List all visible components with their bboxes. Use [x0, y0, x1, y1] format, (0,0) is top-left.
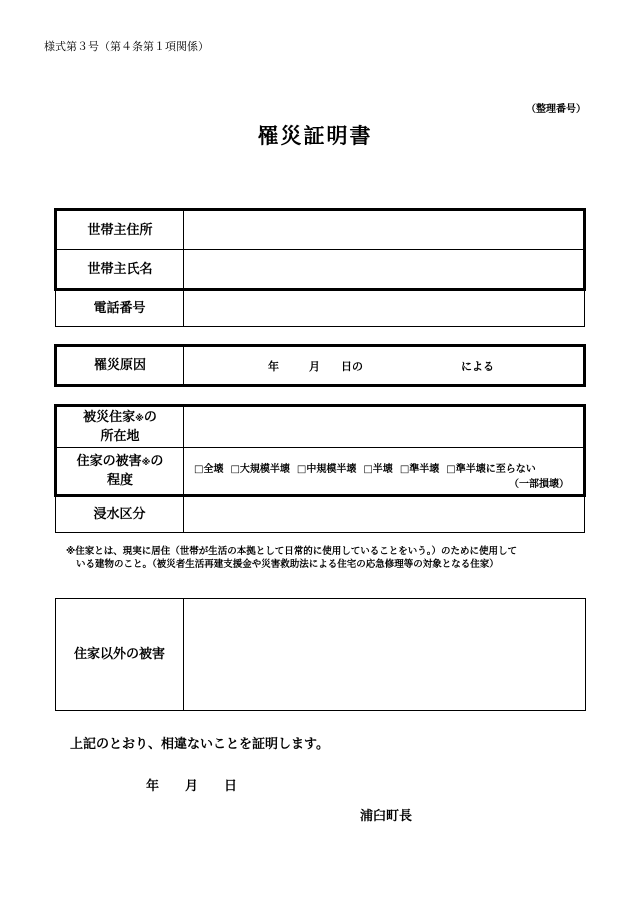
damage-option-total-collapse[interactable]: □全壊 — [194, 463, 224, 475]
cause-month: 月 — [309, 360, 320, 373]
phone-field[interactable] — [184, 290, 585, 327]
damage-label-line2: 程度 — [106, 473, 133, 488]
address-label: 世帯主住所 — [56, 210, 184, 250]
issuer-name: 浦臼町長 — [360, 809, 413, 824]
cause-due-to: による — [461, 360, 494, 373]
location-label-particle: の — [143, 410, 157, 425]
reference-number-label: （整理番号） — [526, 104, 586, 115]
location-label-line2: 所在地 — [100, 429, 140, 444]
damage-label-text: 住家の被害 — [76, 454, 142, 469]
note-line-1: ※住家とは、現実に居住（世帯が生活の本拠として日常的に使用していることをいう。）のために使用して — [66, 546, 517, 557]
cause-table — [54, 344, 586, 387]
damage-note-mark: ※ — [141, 458, 151, 468]
cause-field[interactable] — [184, 346, 585, 386]
name-label: 世帯主氏名 — [56, 250, 184, 290]
flood-label: 浸水区分 — [56, 496, 184, 533]
flood-field[interactable] — [184, 496, 585, 533]
damage-options — [184, 448, 585, 496]
cause-label: 罹災原因 — [56, 346, 184, 386]
other-damage-table — [55, 598, 586, 711]
damage-option-half[interactable]: □半壊 — [363, 463, 393, 475]
damage-option-below-semi-half[interactable]: □準半壊に至らない — [446, 463, 536, 475]
damage-option-sub: （一部損壊） — [509, 478, 569, 490]
location-note-mark: ※ — [135, 414, 144, 424]
damage-option-medium-half[interactable]: □中規模半壊 — [296, 463, 357, 475]
applicant-table — [54, 208, 586, 327]
phone-label: 電話番号 — [56, 290, 184, 327]
note-line-2: いる建物のこと。（被災者生活再建支援金や災害救助法による住宅の応急修理等の対象となる住家） — [76, 559, 499, 570]
cause-year: 年 — [268, 360, 279, 373]
issue-date: 年 月 日 — [146, 779, 238, 794]
form-number: 様式第３号（第４条第１項関係） — [44, 40, 209, 53]
house-definition-note — [66, 545, 586, 571]
name-field[interactable] — [184, 250, 585, 290]
other-damage-label: 住家以外の被害 — [56, 599, 184, 711]
location-label — [56, 406, 184, 448]
location-field[interactable] — [184, 406, 585, 448]
damage-option-semi-half[interactable]: □準半壊 — [399, 463, 440, 475]
certification-text: 上記のとおり、相違ないことを証明します。 — [70, 737, 329, 752]
page-title: 罹災証明書 — [257, 124, 373, 148]
house-table — [54, 404, 586, 533]
damage-label-particle: の — [150, 454, 164, 469]
other-damage-field[interactable] — [184, 599, 586, 711]
damage-option-large-half[interactable]: □大規模半壊 — [230, 463, 290, 475]
location-label-text: 被災住家 — [83, 410, 136, 425]
damage-label — [56, 448, 184, 496]
address-field[interactable] — [184, 210, 585, 250]
cause-day: 日の — [341, 360, 363, 373]
